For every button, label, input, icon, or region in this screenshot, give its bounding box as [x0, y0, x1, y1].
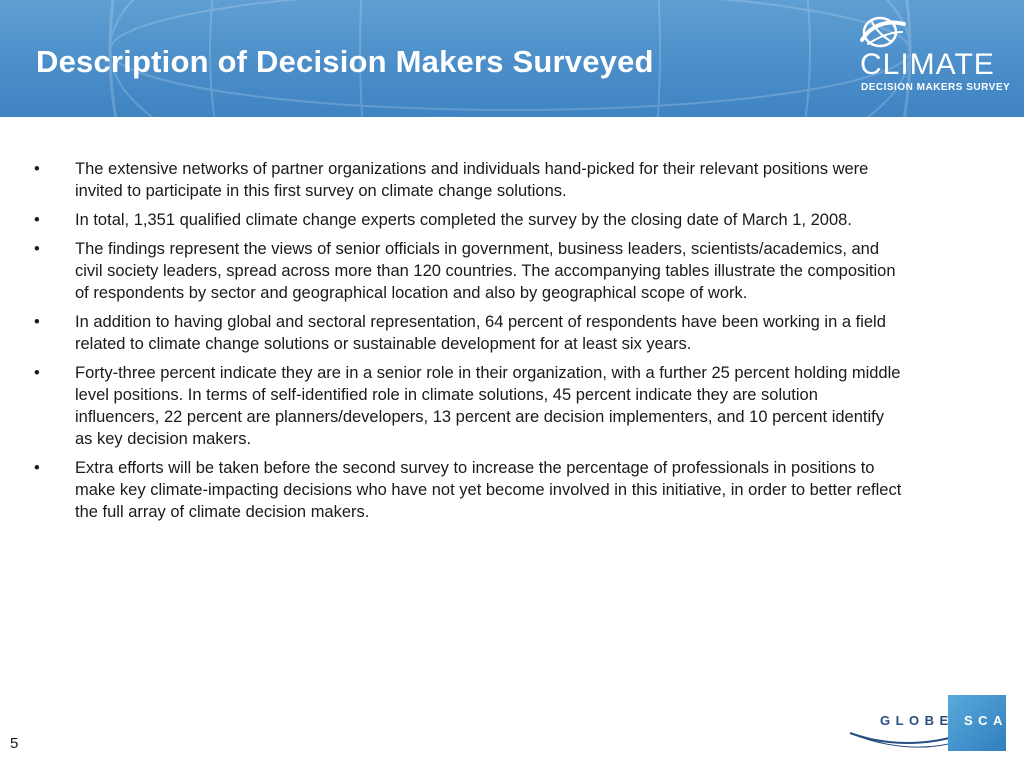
bullet-dot: •	[34, 160, 40, 178]
bullet-text: In addition to having global and sectoral representation, 64 percent of respondents have been working in a field related to climate change solutions or sustainable development for at least six years.	[75, 313, 886, 353]
bullet-text: The extensive networks of partner organizations and individuals hand-picked for their relevant positions were invited to participate in this first survey on climate change solutions.	[75, 160, 869, 200]
page-title: Description of Decision Makers Surveyed	[36, 44, 654, 79]
bullet-dot: •	[34, 313, 40, 331]
bullet-text: Extra efforts will be taken before the second survey to increase the percentage of professionals in positions to make key climate-impacting decisions who have not yet become involved in this initiative, in order to better reflect the full array of climate decision makers.	[75, 459, 902, 521]
climate-survey-logo	[858, 14, 1011, 98]
climate-wordmark: CLIMATE	[860, 48, 995, 81]
bullet-item	[34, 158, 904, 202]
bullet-text: The findings represent the views of senior officials in government, business leaders, scientists/academics, and civil society leaders, spread across more than 120 countries. The accompanying tables illustrate the composition of respondents by sector and geographical location and also by geographical scope of work.	[75, 240, 896, 302]
bullet-dot: •	[34, 459, 40, 477]
bullet-dot: •	[34, 364, 40, 382]
bullet-list	[34, 158, 904, 530]
page-number: 5	[10, 735, 19, 752]
globescan-word-scan: SCAN	[964, 713, 1023, 728]
bullet-item	[34, 362, 904, 450]
globescan-logo	[848, 695, 1023, 755]
bullet-item	[34, 209, 904, 231]
bullet-item	[34, 457, 904, 523]
bullet-dot: •	[34, 240, 40, 258]
bullet-item	[34, 238, 904, 304]
bullet-text: Forty-three percent indicate they are in a senior role in their organization, with a further 25 percent holding middle level positions. In terms of self-identified role in climate solutions, 45 percent indicate they are solution influencers, 22 percent are planners/developers, 13 percent are decision implementers, and 10 percent identify as key decision makers.	[75, 364, 901, 448]
header-banner	[0, 0, 1024, 117]
globescan-word-globe: GLOBE	[880, 713, 954, 728]
climate-logo-subtitle: DECISION MAKERS SURVEY	[861, 82, 1011, 93]
bullet-dot: •	[34, 211, 40, 229]
bullet-text: In total, 1,351 qualified climate change experts completed the survey by the closing date of March 1, 2008.	[75, 211, 852, 229]
bullet-item	[34, 311, 904, 355]
